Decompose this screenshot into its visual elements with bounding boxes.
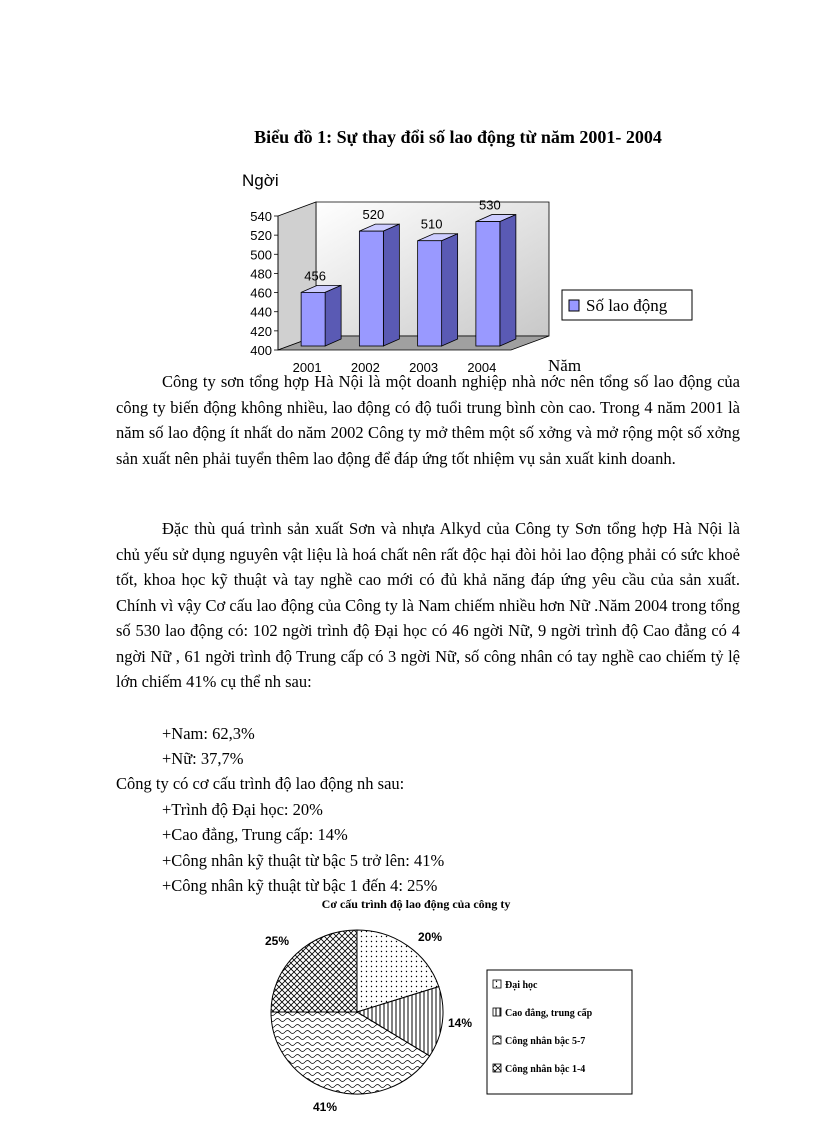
y-tick-label: 500 <box>250 247 272 263</box>
bar-value-label: 456 <box>304 268 326 284</box>
y-tick-label: 420 <box>250 323 272 339</box>
paragraph-1-first-line: Công ty sơn tổng hợp Hà Nội là một doanh nghiệp nhà nớc nên tổng số <box>162 372 649 391</box>
pie-legend-swatch <box>493 980 501 988</box>
paragraph-1-body: lao động của công ty biến động không nhiều, lao động có độ tuổi trung bình còn cao. Trong 4 năm 2001 là năm số lao động ít nhất do năm 2002 Công ty mở thêm một số xởng và mở rộng một số xởng sản xuất nên phải tuyển thêm lao động để đáp ứng tốt nhiệm vụ sản xuất kinh doanh. <box>116 372 741 468</box>
labor-bar-chart <box>236 168 716 373</box>
bar-side <box>383 224 399 346</box>
pie-legend-label: Đại học <box>505 980 538 991</box>
pie-slices <box>271 930 443 1094</box>
bar <box>418 234 458 346</box>
bar-front <box>301 292 325 346</box>
male-ratio: +Nam: 62,3% <box>162 724 255 743</box>
y-axis-label: Ngời <box>242 171 279 190</box>
paragraph-2-body: Hà Nội là chủ yếu sử dụng nguyên vật liệu là hoá chất nên rất độc hại đòi hỏi lao động phải có sức khoẻ tốt, khoa học kỹ thuật và tay nghề cao mới có đủ khả năng đáp ứng yêu cầu của sản xuất. Chính vì vậy Cơ cấu lao động của Công ty là Nam chiếm nhiều hơn Nữ .Năm 2004 trong tổng số 530 lao động có: 102 ngời trình độ Đại học có 46 ngời Nữ, 9 ngời trình độ Cao đẳng có 4 ngời Nữ , 61 ngời trình độ Trung cấp có 3 ngời Nữ, số công nhân có tay nghề cao chiếm tỷ lệ lớn chiếm 41% cụ thể nh sau: <box>116 519 740 691</box>
female-ratio: +Nữ: 37,7% <box>162 749 244 768</box>
x-tick-label: 2004 <box>467 360 497 373</box>
y-tick-label: 520 <box>250 228 272 244</box>
legend-label: Số lao động <box>586 296 668 315</box>
structure-intro: Công ty có cơ cấu trình độ lao động nh sau: <box>116 774 405 793</box>
chart-legend <box>562 290 692 320</box>
pie-legend-label: Cao đẳng, trung cấp <box>505 1008 593 1019</box>
pie-percent-label: 14% <box>448 1016 473 1030</box>
figure-1-title: Biểu đồ 1: Sự thay đổi số lao động từ năm 2001- 2004 <box>254 127 662 147</box>
pie-legend <box>487 970 632 1094</box>
structure-item-university: +Trình độ Đại học: 20% <box>162 800 323 819</box>
bar-value-label: 520 <box>362 207 385 223</box>
y-tick-label: 460 <box>250 285 272 301</box>
pie-percent-label: 25% <box>265 934 290 948</box>
legend-swatch <box>569 300 579 311</box>
paragraph-2 <box>116 516 740 695</box>
bar-front <box>476 222 500 346</box>
y-tick-label: 440 <box>250 304 272 320</box>
pie-legend-swatch <box>493 1064 501 1072</box>
paragraph-1 <box>116 369 740 471</box>
y-tick-label: 540 <box>250 209 272 224</box>
bar-value-label: 510 <box>420 216 443 232</box>
pie-legend-label: Công nhân bậc 1-4 <box>505 1064 586 1075</box>
bar-front <box>359 231 383 346</box>
structure-item-college: +Cao đẳng, Trung cấp: 14% <box>162 825 348 844</box>
x-tick-label: 2002 <box>350 360 380 373</box>
y-axis <box>250 209 278 358</box>
paragraph-2-first-line: Đặc thù quá trình sản xuất Sơn và nhựa Alkyd của Công ty Sơn tổng hợp <box>162 519 668 538</box>
x-axis-label: Năm <box>548 356 582 373</box>
x-tick-label: 2001 <box>292 360 322 373</box>
pie-percent-label: 41% <box>313 1100 338 1114</box>
education-pie-chart <box>255 915 645 1120</box>
y-tick-label: 480 <box>250 266 272 282</box>
pie-chart-title: Cơ cấu trình độ lao động của công ty <box>321 897 511 911</box>
bar-front <box>418 241 442 346</box>
bar-side <box>325 285 341 346</box>
structure-item-worker-5-7: +Công nhân kỹ thuật từ bậc 5 trở lên: 41% <box>162 851 445 870</box>
pie-percent-label: 20% <box>418 930 443 944</box>
bar <box>359 224 399 346</box>
bar <box>476 215 516 346</box>
y-tick-label: 400 <box>250 343 272 358</box>
bar-side <box>500 215 516 346</box>
bar-side <box>442 234 458 346</box>
pie-legend-label: Công nhân bậc 5-7 <box>505 1036 586 1047</box>
x-tick-label: 2003 <box>409 360 439 373</box>
pie-legend-swatch <box>493 1036 501 1044</box>
bar <box>301 285 341 346</box>
pie-legend-swatch <box>493 1008 501 1016</box>
structure-item-worker-1-4: +Công nhân kỹ thuật từ bậc 1 đến 4: 25% <box>162 876 438 895</box>
bar-value-label: 530 <box>479 197 501 213</box>
